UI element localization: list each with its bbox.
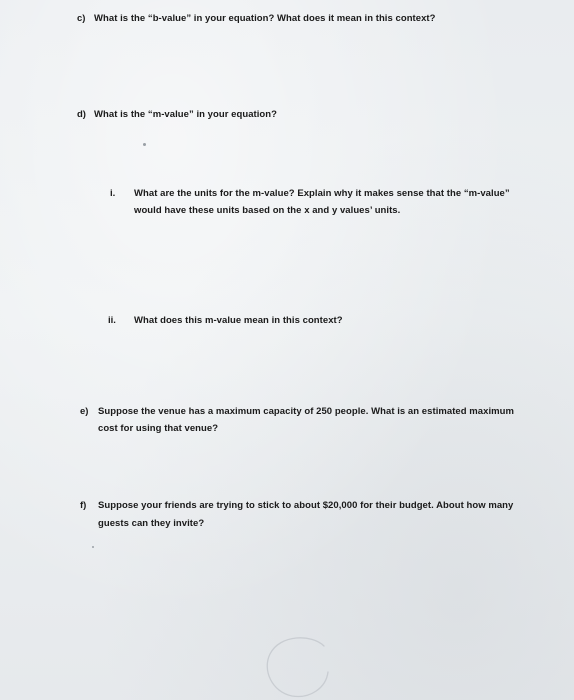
question-d-ii-text: What does this m-value mean in this context? bbox=[134, 315, 343, 326]
pen-mark-2 bbox=[92, 546, 94, 548]
question-d-label: d) bbox=[77, 109, 86, 120]
question-d-text: What is the “m-value” in your equation? bbox=[94, 109, 277, 120]
question-d-i-line1: What are the units for the m-value? Explain why it makes sense that the “m-value” bbox=[134, 188, 510, 199]
question-f-line1: Suppose your friends are trying to stick to about $20,000 for their budget. About how many bbox=[98, 500, 514, 511]
question-c-label: c) bbox=[77, 13, 86, 24]
pen-mark bbox=[143, 143, 146, 146]
pencil-circle-mark bbox=[262, 636, 332, 700]
question-e-line2: cost for using that venue? bbox=[98, 423, 219, 434]
question-d-ii-label: ii. bbox=[108, 315, 116, 326]
question-d-i-label: i. bbox=[110, 188, 116, 199]
question-e-line1: Suppose the venue has a maximum capacity of 250 people. What is an estimated maximum bbox=[98, 406, 514, 417]
question-d-i-line2: would have these units based on the x and y values’ units. bbox=[134, 205, 401, 216]
question-f-line2: guests can they invite? bbox=[98, 518, 205, 529]
question-c-text: What is the “b-value” in your equation? What does it mean in this context? bbox=[94, 13, 436, 24]
question-e-label: e) bbox=[80, 406, 89, 417]
question-f-label: f) bbox=[80, 500, 87, 511]
